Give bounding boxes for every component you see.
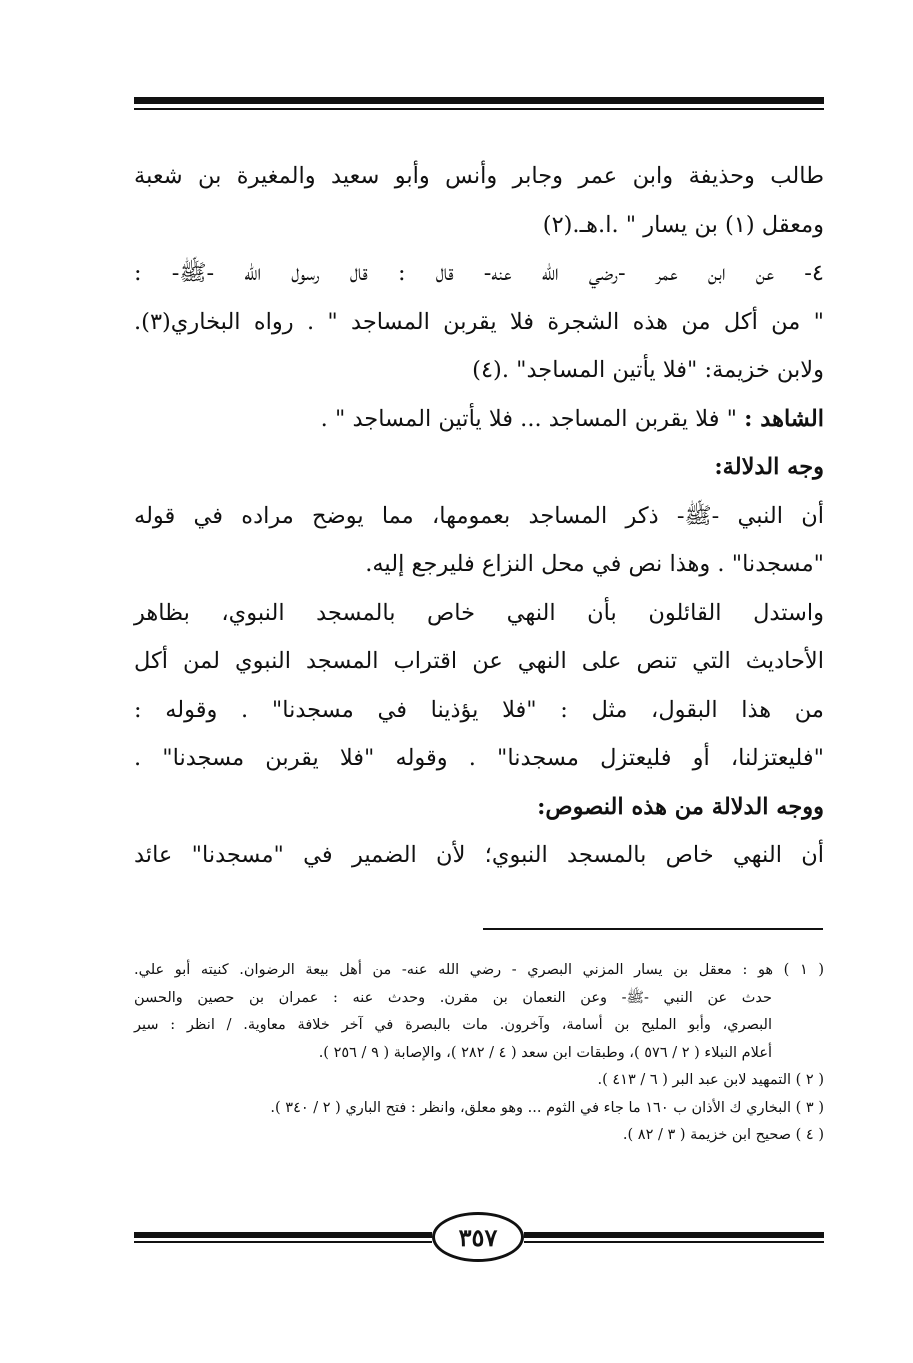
page-number-frame bbox=[432, 1212, 524, 1262]
footnote-line: ( ٢ ) التمهيد لابن عبد البر ( ٦ / ٤١٣ ). bbox=[597, 1072, 824, 1088]
page-number: ٣٥٧ bbox=[458, 1222, 498, 1252]
text-line: من هذا البقول، مثل : "فلا يؤذينا في مسجدنا" . وقوله : bbox=[134, 696, 824, 723]
footnote-line: البصري، وأبو المليح بن أسامة، وآخرون. مات بالبصرة في آخر خلافة معاوية. / انظر : سير bbox=[134, 1017, 772, 1033]
text-line: " من أكل من هذه الشجرة فلا يقربن المساجد " . رواه البخاري(٣). bbox=[134, 308, 824, 335]
header-rule-thick bbox=[134, 97, 824, 104]
footer-rule-right-thin bbox=[524, 1241, 824, 1243]
footer-rule-left-thick bbox=[134, 1232, 432, 1238]
text-line: ٤- عن ابن عمر -رضي الله عنه- قال : قال رسول الله -ﷺ- : bbox=[134, 260, 824, 286]
text-line: طالب وحذيفة وابن عمر وجابر وأنس وأبو سعيد والمغيرة بن شعبة bbox=[134, 163, 824, 189]
footer-rule-left-thin bbox=[134, 1241, 432, 1243]
shahid-line bbox=[134, 395, 824, 444]
text-line: أن النهي خاص بالمسجد النبوي؛ لأن الضمير في "مسجدنا" عائد bbox=[134, 842, 824, 868]
text-line: "مسجدنا" . وهذا نص في محل النزاع فليرجع إليه. bbox=[365, 551, 824, 577]
footnote-line: حدث عن النبي -ﷺ- وعن النعمان بن مقرن. وحدث عنه : عمران بن حصين والحسن bbox=[134, 989, 772, 1006]
section-heading: ووجه الدلالة من هذه النصوص: bbox=[537, 793, 824, 820]
footnote-line: ( ١ ) هو : معقل بن يسار المزني البصري - رضي الله عنه- من أهل بيعة الرضوان. كنيته أبو علي. bbox=[134, 962, 824, 978]
text-line: الأحاديث التي تنص على النهي عن اقتراب المسجد النبوي لمن أكل bbox=[134, 648, 824, 674]
footnote-line: ( ٣ ) البخاري ك الأذان ب ١٦٠ ما جاء في الثوم ... وهو معلق، وانظر : فتح الباري ( ٢ / ٣٤٠ ). bbox=[270, 1099, 824, 1116]
text-line: أن النبي -ﷺ- ذكر المساجد بعمومها، مما يوضح مراده في قوله bbox=[134, 502, 824, 529]
text-line: " فلا يقربن المساجد ... فلا يأتين المساجد " . bbox=[320, 405, 737, 432]
text-line: ولابن خزيمة: "فلا يأتين المساجد" .(٤) bbox=[472, 357, 824, 383]
footnote-line: أعلام النبلاء ( ٢ / ٥٧٦ )، وطبقات ابن سعد ( ٤ / ٢٨٢ )، والإصابة ( ٩ / ٢٥٦ ). bbox=[318, 1044, 772, 1061]
header-rule-thin bbox=[134, 108, 824, 110]
text-line: "فليعتزلنا، أو فليعتزل مسجدنا" . وقوله "فلا يقربن مسجدنا" . bbox=[134, 745, 824, 771]
text-line: واستدل القائلون بأن النهي خاص بالمسجد النبوي، بظاهر bbox=[134, 599, 824, 626]
footer-rule-right-thick bbox=[524, 1232, 824, 1238]
shahid-label: الشاهد : bbox=[744, 405, 824, 432]
footnote-line: ( ٤ ) صحيح ابن خزيمة ( ٣ / ٨٢ ). bbox=[622, 1127, 824, 1143]
section-heading: وجه الدلالة: bbox=[714, 454, 824, 480]
footnote-separator bbox=[483, 928, 823, 930]
text-line: ومعقل (١) بن يسار " .ا.هـ.(٢) bbox=[542, 211, 824, 238]
footnotes bbox=[134, 957, 824, 1150]
main-text bbox=[134, 152, 824, 880]
